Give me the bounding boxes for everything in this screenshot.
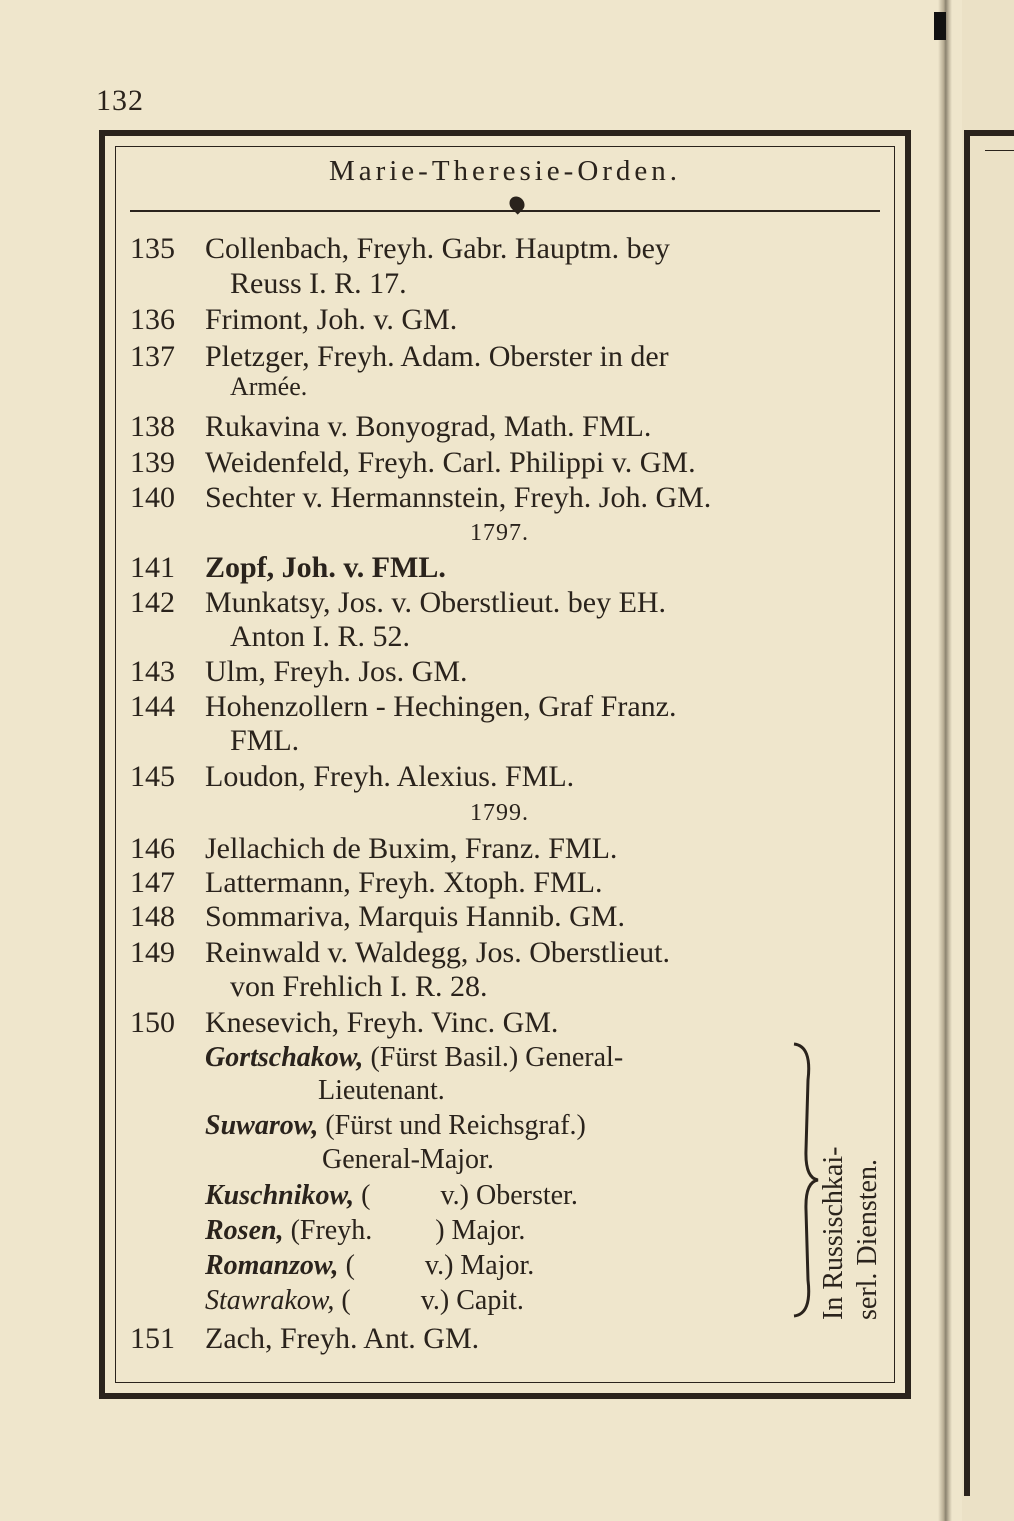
year-heading: 1797. xyxy=(470,520,529,546)
entry-text: Knesevich, Freyh. Vinc. GM. xyxy=(205,1006,559,1039)
russian-name: Gortschakow, xyxy=(205,1042,364,1073)
title-rule xyxy=(130,210,880,212)
entry-text: Rukavina v. Bonyograd, Math. FML. xyxy=(205,410,652,443)
entry-line: Collenbach, Freyh. Gabr. Hauptm. bey xyxy=(205,232,670,265)
entry-continuation: von Frehlich I. R. 28. xyxy=(230,970,488,1003)
entry-number: 141 xyxy=(130,551,175,584)
side-note xyxy=(800,1070,890,1330)
entry-text: Zach, Freyh. Ant. GM. xyxy=(205,1322,480,1355)
entry-continuation: Reuss I. R. 17. xyxy=(230,267,407,300)
entry-text: Sommariva, Marquis Hannib. GM. xyxy=(205,900,625,933)
entry-text: Zopf, Joh. v. FML. xyxy=(205,551,446,584)
russian-name: Stawrakow, xyxy=(205,1285,335,1316)
russian-detail: (Freyh. ) Major. xyxy=(290,1215,526,1246)
russian-entry xyxy=(205,1180,578,1212)
entry-number: 151 xyxy=(130,1322,175,1355)
entry-number: 143 xyxy=(130,655,175,688)
entry-text: Weidenfeld, Freyh. Carl. Philippi v. GM. xyxy=(205,446,696,479)
entry-text: Ulm, Freyh. Jos. GM. xyxy=(205,655,468,688)
russian-entry xyxy=(205,1250,534,1282)
entry-number: 146 xyxy=(130,832,175,865)
gutter-tab xyxy=(934,12,946,40)
russian-continuation: General-Major. xyxy=(322,1144,494,1175)
entry-number: 138 xyxy=(130,410,175,443)
entry-continuation: FML. xyxy=(230,724,300,757)
russian-entry xyxy=(205,1110,586,1142)
entry-number: 150 xyxy=(130,1006,175,1039)
page-number: 132 xyxy=(96,84,144,117)
entry-text: Lattermann, Freyh. Xtoph. FML. xyxy=(205,866,603,899)
entry-number: 135 xyxy=(130,232,175,265)
entry-number: 139 xyxy=(130,446,175,479)
entry-number: 142 xyxy=(130,586,175,619)
russian-name: Kuschnikow, xyxy=(205,1180,355,1211)
side-note-line: In Russischkai- xyxy=(818,1146,849,1320)
entry-text: Hohenzollern - Hechingen, Graf Franz. xyxy=(205,690,677,723)
russian-name: Romanzow, xyxy=(205,1250,339,1281)
russian-detail: (Fürst und Reichsgraf.) xyxy=(325,1110,586,1141)
russian-name: Suwarow, xyxy=(205,1110,319,1141)
entry-number: 145 xyxy=(130,760,175,793)
entry-number: 140 xyxy=(130,481,175,514)
entry-text xyxy=(205,232,880,266)
entry-number: 148 xyxy=(130,900,175,933)
entry-continuation: Armée. xyxy=(230,372,308,401)
russian-entry xyxy=(205,1042,623,1074)
russian-entry xyxy=(205,1215,525,1247)
entry-text: Munkatsy, Jos. v. Oberstlieut. bey EH. xyxy=(205,586,667,619)
year-heading: 1799. xyxy=(470,800,529,826)
russian-name: Rosen, xyxy=(205,1215,284,1246)
side-note-line: serl. Diensten. xyxy=(852,1159,883,1320)
entry-text: Pletzger, Freyh. Adam. Oberster in der xyxy=(205,340,669,373)
entry-number: 144 xyxy=(130,690,175,723)
russian-detail: ( v.) Oberster. xyxy=(361,1180,578,1211)
entry-continuation: Anton I. R. 52. xyxy=(230,620,410,653)
page-title: Marie-Theresie-Orden. xyxy=(328,155,682,187)
russian-entry xyxy=(205,1285,524,1317)
russian-detail: ( v.) Major. xyxy=(345,1250,535,1281)
entry-text: Frimont, Joh. v. GM. xyxy=(205,303,458,336)
entry-text: Sechter v. Hermannstein, Freyh. Joh. GM. xyxy=(205,481,712,514)
russian-continuation: Lieutenant. xyxy=(318,1075,445,1106)
russian-detail: (Fürst Basil.) General- xyxy=(370,1042,624,1073)
entry-number: 147 xyxy=(130,866,175,899)
entry-number: 136 xyxy=(130,303,175,336)
book-gutter xyxy=(938,0,952,1521)
entry-text: Jellachich de Buxim, Franz. FML. xyxy=(205,832,618,865)
entry-number: 149 xyxy=(130,936,175,969)
russian-detail: ( v.) Capit. xyxy=(341,1285,524,1316)
entry-number: 137 xyxy=(130,340,175,373)
facing-page-frame xyxy=(964,130,1014,1496)
entry-text: Loudon, Freyh. Alexius. FML. xyxy=(205,760,575,793)
entry-text: Reinwald v. Waldegg, Jos. Oberstlieut. xyxy=(205,936,671,969)
facing-page-rule xyxy=(985,150,1014,151)
